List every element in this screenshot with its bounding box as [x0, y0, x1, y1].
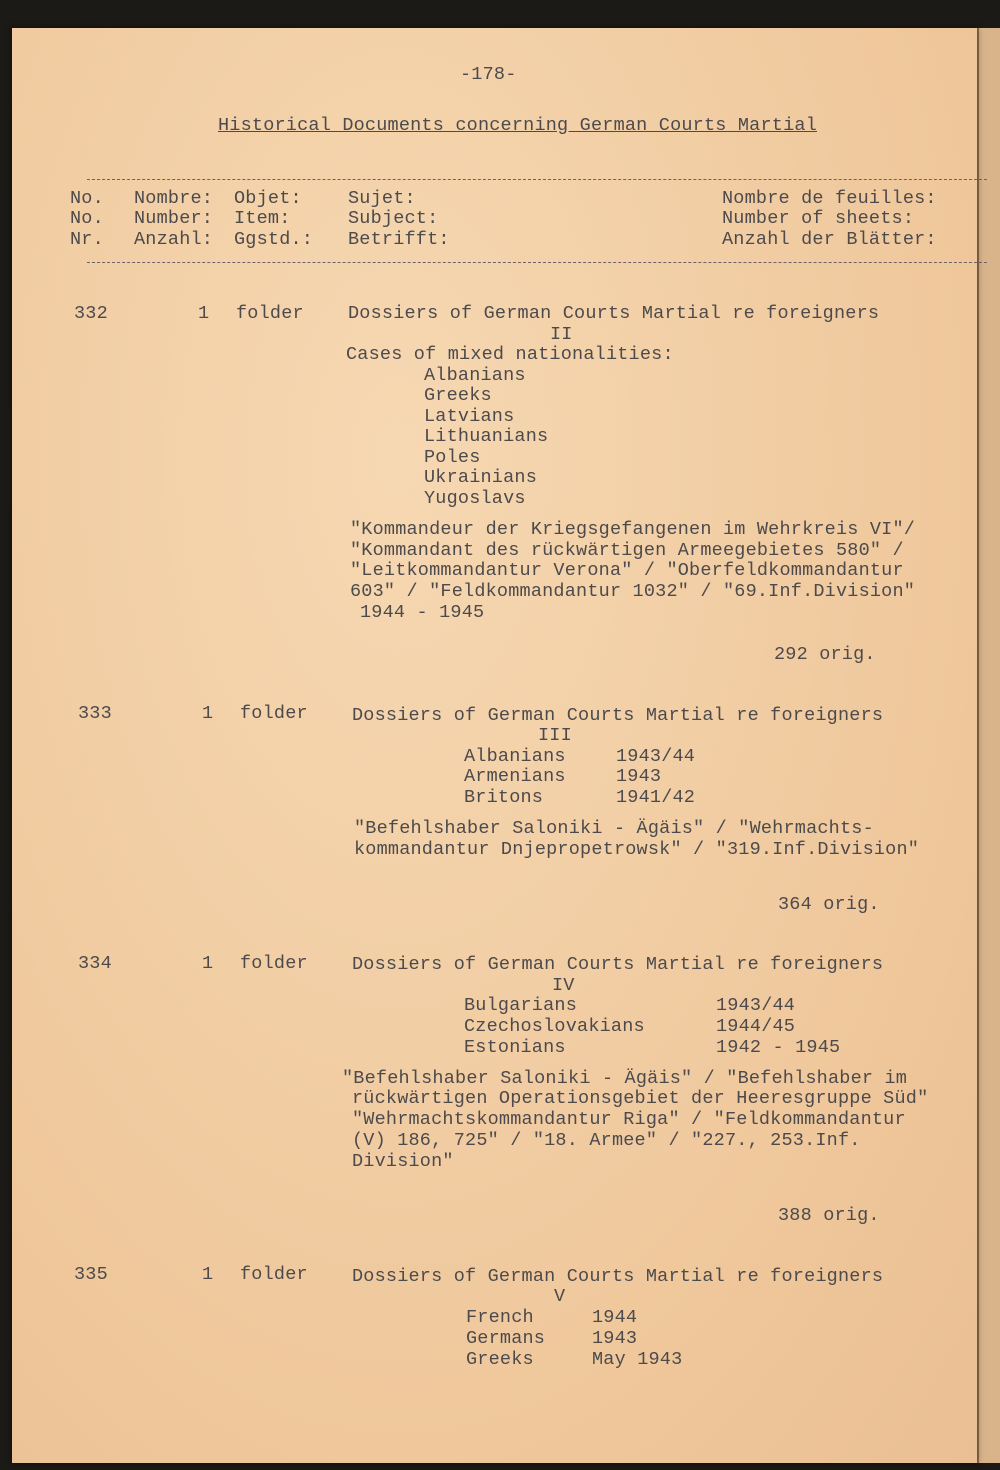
list-item-date: 1944 [592, 1307, 638, 1328]
list-item: Greeks [424, 385, 492, 406]
list-item: Latvians [424, 406, 515, 427]
list-item: Lithuanians [424, 426, 549, 447]
col-number-en: Number: [134, 208, 214, 229]
entry-sheets: 388 orig. [778, 1205, 880, 1226]
col-subject-de: Betrifft: [348, 229, 450, 250]
units-line: kommandantur Dnjepropetrowsk" / "319.Inf.Division" [354, 839, 920, 860]
adjacent-page-edge [977, 28, 1000, 1463]
entry-no: 333 [78, 703, 112, 724]
units-line: "Befehlshaber Saloniki - Ägäis" / "Wehrmachts- [354, 818, 874, 839]
entry-subtitle: Cases of mixed nationalities: [346, 344, 674, 365]
col-sheets-en: Number of sheets: [722, 208, 915, 229]
entry-no: 332 [74, 303, 108, 324]
col-item-fr: Objet: [234, 188, 302, 209]
col-no-en: No. [70, 208, 104, 229]
list-item-name: Bulgarians [464, 995, 578, 1016]
col-no-de: Nr. [70, 229, 104, 250]
list-item-date: May 1943 [592, 1349, 683, 1370]
col-number-de: Anzahl: [134, 229, 214, 250]
units-line: 603" / "Feldkommandantur 1032" / "69.Inf.Division" [350, 581, 916, 602]
entry-sheets: 292 orig. [774, 644, 876, 665]
entry-item: folder [236, 303, 304, 324]
entry-item: folder [240, 703, 308, 724]
entry-no: 335 [74, 1264, 108, 1285]
entry-number: 1 [198, 303, 210, 324]
units-line: Division" [352, 1151, 454, 1172]
col-item-de: Ggstd.: [234, 229, 314, 250]
entry-title: Dossiers of German Courts Martial re foreigners [348, 303, 880, 324]
entry-part: II [550, 324, 573, 345]
entry-title: Dossiers of German Courts Martial re foreigners [352, 954, 884, 975]
header-rule-bottom [87, 262, 987, 263]
list-item: Poles [424, 447, 481, 468]
col-no-fr: No. [70, 188, 104, 209]
col-sheets-fr: Nombre de feuilles: [722, 188, 937, 209]
list-item-date: 1943 [616, 766, 662, 787]
list-item: Albanians [424, 365, 526, 386]
col-number-fr: Nombre: [134, 188, 214, 209]
units-line: "Kommandant des rückwärtigen Armeegebietes 580" / [350, 540, 904, 561]
list-item-date: 1943/44 [716, 995, 796, 1016]
entry-number: 1 [202, 1264, 214, 1285]
entry-title: Dossiers of German Courts Martial re foreigners [352, 705, 884, 726]
header-rule-top [87, 179, 987, 180]
entry-part: III [538, 725, 572, 746]
entry-no: 334 [78, 953, 112, 974]
list-item: Ukrainians [424, 467, 538, 488]
entry-sheets: 364 orig. [778, 894, 880, 915]
entry-number: 1 [202, 703, 214, 724]
entry-part: V [554, 1286, 566, 1307]
units-line: "Wehrmachtskommandantur Riga" / "Feldkommandantur [352, 1109, 906, 1130]
list-item: Yugoslavs [424, 488, 526, 509]
list-item-name: French [466, 1307, 534, 1328]
entry-title: Dossiers of German Courts Martial re foreigners [352, 1266, 884, 1287]
list-item-name: Armenians [464, 766, 566, 787]
entry-dates: 1944 - 1945 [360, 602, 485, 623]
list-item-date: 1943 [592, 1328, 638, 1349]
col-sheets-de: Anzahl der Blätter: [722, 229, 937, 250]
units-line: "Befehlshaber Saloniki - Ägäis" / "Befehlshaber im [342, 1068, 908, 1089]
entry-item: folder [240, 953, 308, 974]
entry-part: IV [552, 975, 575, 996]
col-subject-fr: Sujet: [348, 188, 416, 209]
list-item-name: Britons [464, 787, 544, 808]
page-number: -178- [460, 64, 517, 85]
units-line: (V) 186, 725" / "18. Armee" / "227., 253.Inf. [352, 1130, 861, 1151]
page-title: Historical Documents concerning German Courts Martial [218, 115, 817, 136]
list-item-name: Albanians [464, 746, 566, 767]
list-item-name: Estonians [464, 1037, 566, 1058]
list-item-date: 1941/42 [616, 787, 696, 808]
entry-item: folder [240, 1264, 308, 1285]
list-item-date: 1942 - 1945 [716, 1037, 841, 1058]
list-item-date: 1943/44 [616, 746, 696, 767]
col-subject-en: Subject: [348, 208, 439, 229]
units-line: rückwärtigen Operationsgebiet der Heeresgruppe Süd" [352, 1088, 929, 1109]
col-item-en: Item: [234, 208, 291, 229]
list-item-date: 1944/45 [716, 1016, 796, 1037]
units-line: "Leitkommandantur Verona" / "Oberfeldkommandantur [350, 560, 904, 581]
units-line: "Kommandeur der Kriegsgefangenen im Wehrkreis VI"/ [350, 519, 916, 540]
list-item-name: Germans [466, 1328, 546, 1349]
list-item-name: Czechoslovakians [464, 1016, 645, 1037]
list-item-name: Greeks [466, 1349, 534, 1370]
document-page [12, 28, 977, 1463]
entry-number: 1 [202, 953, 214, 974]
